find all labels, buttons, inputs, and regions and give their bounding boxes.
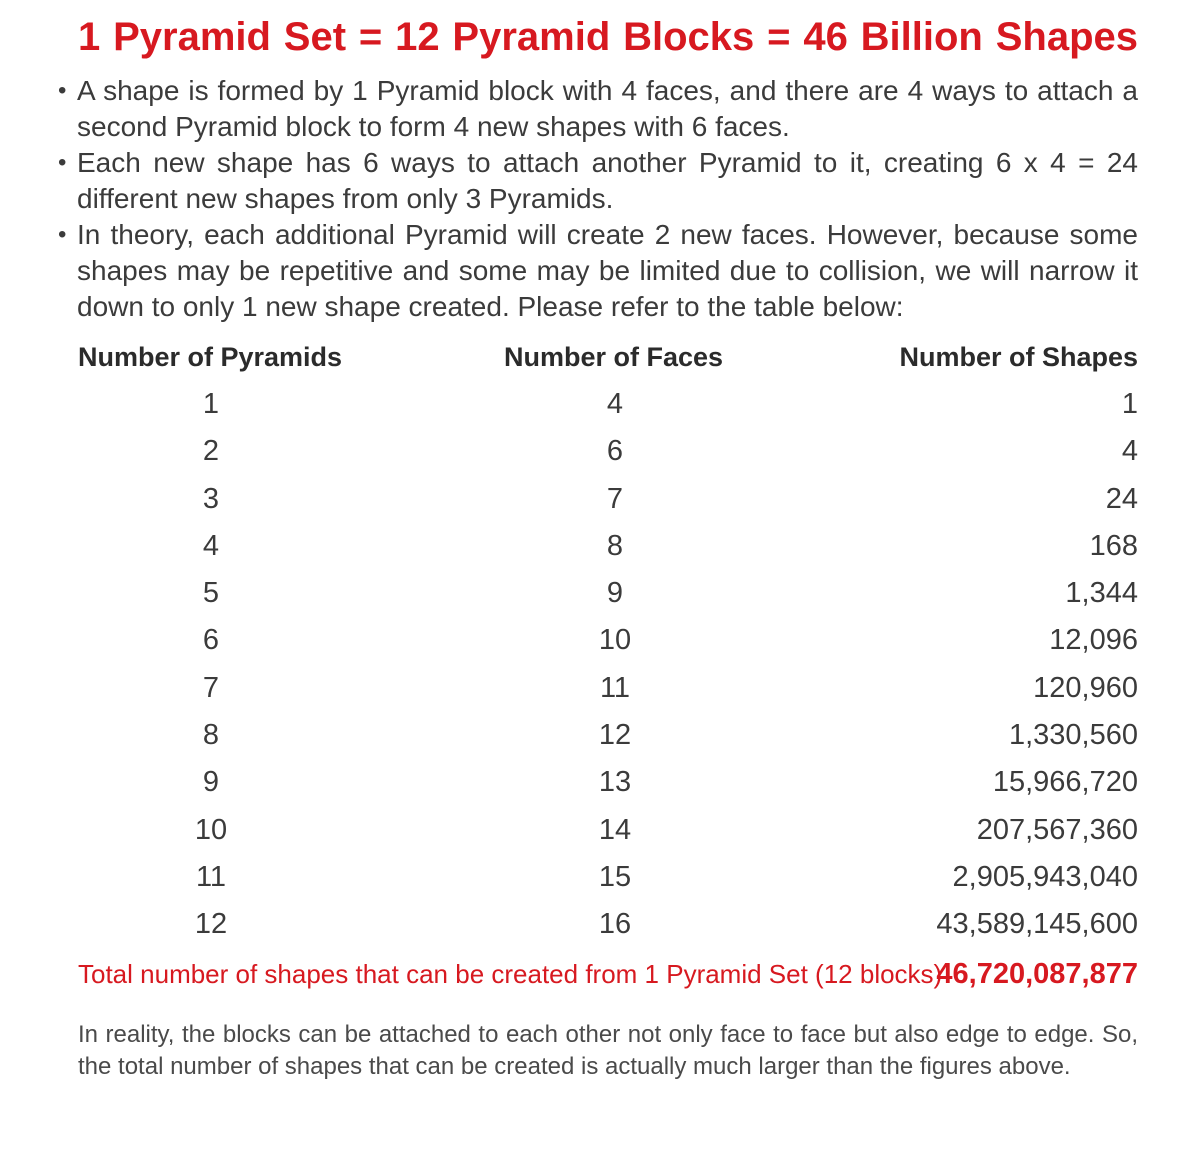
table-row	[78, 570, 1138, 617]
table-row	[78, 854, 1138, 901]
cell-shapes: 120,960	[1033, 671, 1138, 704]
footnote: In reality, the blocks can be attached to each other not only face to face but also edge to edge. So, the total number of shapes that can be created is actually much larger than the figures above.	[78, 1021, 1138, 1080]
cell-faces: 13	[598, 766, 632, 799]
cell-pyramids: 7	[202, 671, 220, 704]
cell-pyramids: 6	[202, 624, 220, 657]
bullet-text: A shape is formed by 1 Pyramid block with 4 faces, and there are 4 ways to attach a second Pyramid block to form 4 new shapes with 6 faces.	[77, 75, 1138, 142]
cell-pyramids: 2	[202, 435, 220, 468]
cell-pyramids: 8	[202, 719, 220, 752]
cell-faces: 6	[606, 435, 624, 468]
cell-shapes: 1	[1121, 388, 1138, 420]
cell-shapes: 2,905,943,040	[952, 860, 1138, 893]
table-row	[78, 381, 1138, 428]
cell-pyramids: 12	[194, 908, 228, 941]
cell-shapes: 24	[1105, 482, 1138, 515]
bullet-item	[58, 73, 1138, 145]
cell-pyramids: 1	[202, 388, 220, 420]
cell-faces: 15	[598, 860, 632, 893]
table-row	[78, 617, 1138, 664]
cell-shapes: 15,966,720	[992, 766, 1138, 799]
cell-shapes: 207,567,360	[976, 813, 1138, 846]
table-row	[78, 428, 1138, 475]
cell-shapes: 1,330,560	[1008, 719, 1138, 752]
table-row	[78, 523, 1138, 570]
cell-pyramids: 11	[195, 860, 227, 893]
bullet-text: In theory, each additional Pyramid will create 2 new faces. However, because some shapes may be repetitive and some may be limited due to collision, we will narrow it down to only 1 new shape created. Please refer to the table below:	[77, 219, 1138, 322]
bullet-dot-icon: •	[58, 77, 67, 104]
cell-faces: 14	[598, 813, 632, 846]
cell-faces: 9	[606, 577, 624, 610]
cell-pyramids: 10	[194, 813, 228, 846]
cell-shapes: 1,344	[1065, 577, 1138, 610]
table-row	[78, 759, 1138, 806]
table-body	[78, 381, 1138, 949]
cell-faces: 7	[606, 482, 624, 515]
bullet-text: Each new shape has 6 ways to attach another Pyramid to it, creating 6 x 4 = 24 different new shapes from only 3 Pyramids.	[77, 147, 1138, 214]
bullet-dot-icon: •	[58, 149, 67, 176]
table-header	[78, 337, 1138, 377]
cell-shapes: 12,096	[1049, 624, 1138, 657]
bullet-item	[58, 217, 1138, 325]
cell-faces: 16	[598, 908, 632, 941]
cell-faces: 11	[599, 671, 631, 704]
cell-pyramids: 4	[202, 529, 220, 562]
header-faces: Number of Faces	[504, 342, 724, 372]
cell-faces: 8	[606, 529, 624, 562]
cell-shapes: 168	[1089, 529, 1138, 562]
table-row	[78, 476, 1138, 523]
table-row	[78, 807, 1138, 854]
total-label: Total number of shapes that can be created from 1 Pyramid Set (12 blocks)	[78, 959, 943, 989]
total-value: 46,720,087,877	[936, 958, 1138, 990]
bullet-dot-icon: •	[58, 221, 67, 248]
bullet-item	[58, 145, 1138, 217]
total-row	[78, 952, 1138, 996]
cell-faces: 12	[598, 719, 632, 752]
cell-pyramids: 9	[202, 766, 220, 799]
page-title: 1 Pyramid Set = 12 Pyramid Blocks = 46 Billion Shapes	[78, 15, 1138, 59]
cell-pyramids: 5	[202, 577, 220, 610]
header-shapes: Number of Shapes	[899, 342, 1138, 372]
table-row	[78, 665, 1138, 712]
cell-pyramids: 3	[202, 482, 220, 515]
cell-faces: 10	[598, 624, 632, 657]
cell-shapes: 43,589,145,600	[936, 908, 1138, 941]
table-row	[78, 901, 1138, 948]
table-row	[78, 712, 1138, 759]
cell-shapes: 4	[1121, 435, 1138, 468]
bullet-list	[58, 73, 1138, 325]
cell-faces: 4	[606, 388, 624, 420]
header-pyramids: Number of Pyramids	[78, 342, 343, 372]
